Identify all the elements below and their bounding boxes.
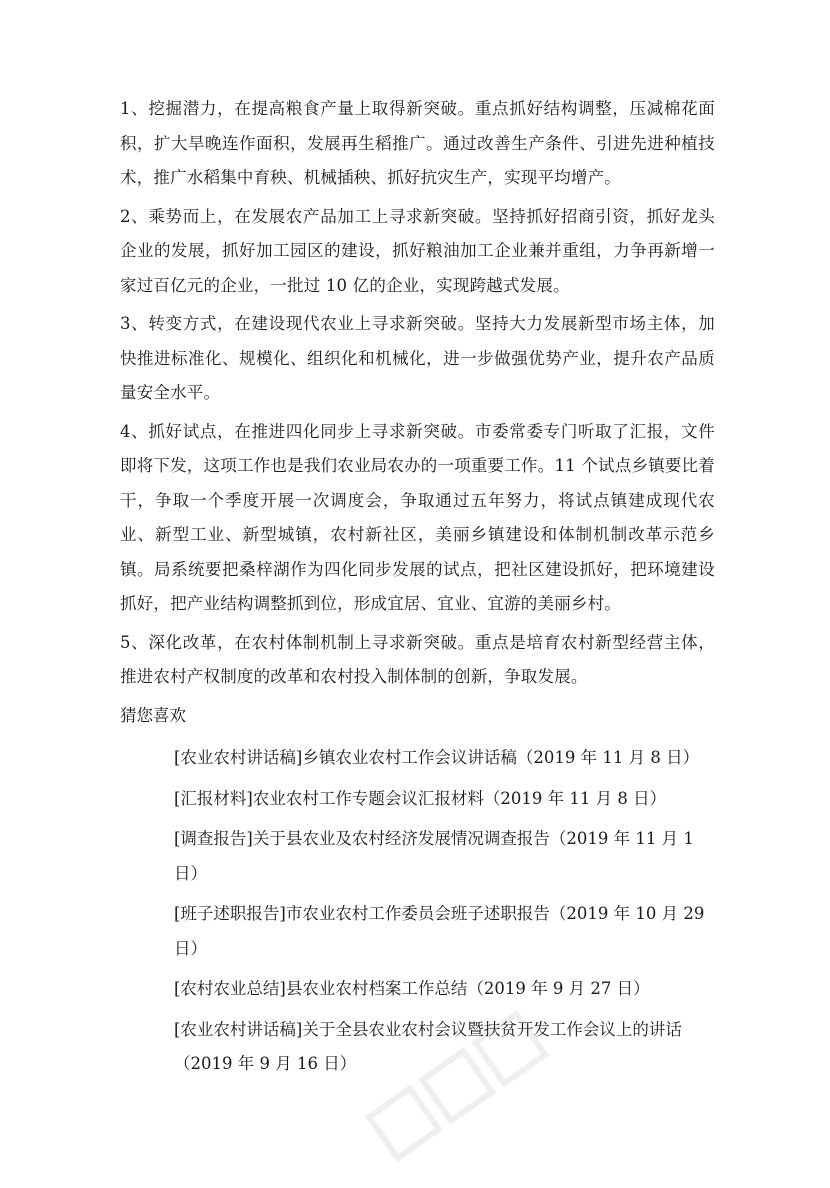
related-article-item[interactable] [174,1013,715,1082]
related-article-item[interactable] [174,782,715,817]
related-article-link[interactable]: [调查报告]关于县农业及农村经济发展情况调查报告（2019 年 11 月 1 日） [174,829,694,883]
paragraph-2: 2、乘势而上，在发展农产品加工上寻求新突破。坚持抓好招商引资，抓好龙头企业的发展，抓好加工园区的建设，抓好粮油加工企业兼并重组，力争再新增一家过百亿元的企业，一批过 10 亿的企业，实现跨越式发展。 [120,206,715,295]
related-article-link[interactable]: [农业农村讲话稿]关于全县农业农村会议暨扶贫开发工作会议上的讲话（2019 年 9 月 16 日） [174,1019,682,1073]
related-section-title: 猜您喜欢 [120,705,186,725]
related-article-link[interactable]: [农业农村讲话稿]乡镇农业农村工作会议讲话稿（2019 年 11 月 8 日） [174,748,700,767]
related-article-item[interactable] [174,897,715,966]
paragraph-3: 3、转变方式，在建设现代农业上寻求新突破。坚持大力发展新型市场主体，加快推进标准化、规模化、组织化和机械化，进一步做强优势产业，提升农产品质量安全水平。 [120,314,715,402]
document-body [120,92,715,1088]
paragraph-1: 1、挖掘潜力，在提高粮食产量上取得新突破。重点抓好结构调整，压减棉花面积，扩大旱晚连作面积，发展再生稻推广。通过改善生产条件、引进先进种植技术，推广水稻集中育秧、机械插秧、抓好抗灾生产，实现平均增产。 [120,99,715,187]
related-article-item[interactable] [174,741,715,776]
related-articles-list [120,741,715,1082]
related-article-link[interactable]: [汇报材料]农业农村工作专题会议汇报材料（2019 年 11 月 8 日） [174,788,667,808]
related-article-link[interactable]: [农村农业总结]县农业农村档案工作总结（2019 年 9 月 27 日） [174,979,650,998]
paragraph-5: 5、深化改革，在农村体制机制上寻求新突破。重点是培育农村新型经营主体，推进农村产权制度的改革和农村投入制体制的创新，争取发展。 [120,632,715,686]
related-article-item[interactable] [174,972,715,1007]
paragraph-4: 4、抓好试点，在推进四化同步上寻求新突破。市委常委专门听取了汇报，文件即将下发，这项工作也是我们农业局农办的一项重要工作。11 个试点乡镇要比着干，争取一个季度开展一次调度会，争取通过五年努力，将试点镇建成现代农业、新型工业、新型城镇，农村新社区，美丽乡镇建设和体制机制改革示范乡镇。局系统要把桑梓湖作为四化同步发展的试点，把社区建设抓好，把环境建设抓好，把产业结构调整抓到位，形成宜居、宜业、宜游的美丽乡村。 [120,421,715,613]
related-article-link[interactable]: [班子述职报告]市农业农村工作委员会班子述职报告（2019 年 10 月 29 日） [174,904,705,958]
related-article-item[interactable] [174,822,715,891]
